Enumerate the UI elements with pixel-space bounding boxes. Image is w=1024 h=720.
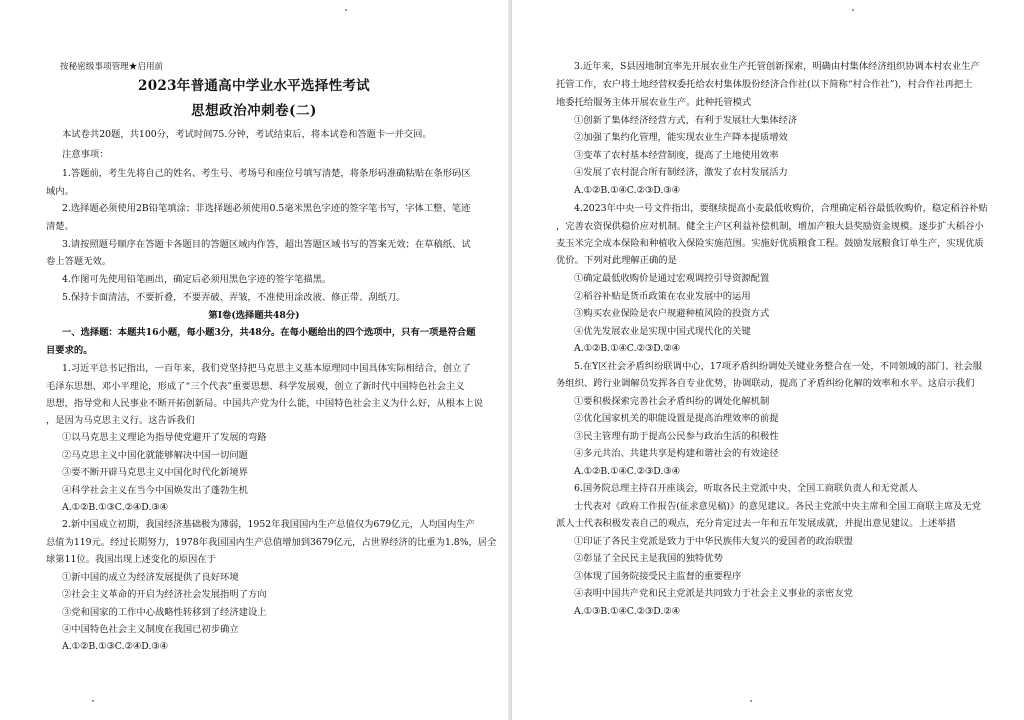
page-mark-dot (852, 9, 854, 11)
q6-option-1: ①印证了各民主党派是致力于中华民族伟大复兴的爱国者的政治联盟 (574, 536, 853, 547)
q3-stem-line3: 地委托给服务主体开展农业生产。此种托管模式 (556, 97, 752, 108)
q6-option-2: ②彰显了全民民主是我国的独特优势 (574, 553, 723, 564)
q3-option-2: ②加强了集约化管理，能实现农业生产降本提质增效 (574, 132, 788, 143)
q1-stem-line2: 毛泽东思想、邓小平理论，形成了“三个代表”重要思想、科学发展观，创立了新时代中国特色社会主义 (46, 381, 465, 392)
notice-1-line1: 1.答题前，考生先将自己的姓名、考生号、考场号和座位号填写清楚，将条形码准确粘贴在条形码区 (62, 168, 471, 179)
q6-stem-line2: 士代表对《政府工作报告(征求意见稿)》的意见建议。各民主党派中央主席和全国工商联主席及无党 (574, 501, 982, 512)
part1-instruction-line1: 一、选择题：本题共16小题，每小题3分，共48分。在每小题给出的四个选项中，只有一项是符合题 (62, 327, 476, 338)
q2-option-2: ②社会主义革命的开启为经济社会发展指明了方向 (62, 589, 267, 600)
notice-2-line2: 清楚。 (46, 221, 74, 232)
q1-answers: A.①②B.①③C.②④D.③④ (62, 502, 168, 513)
q6-answers: A.①③B.①④C.②③D.②④ (574, 606, 680, 617)
notice-3-line1: 3.请按照题号顺序在答题卡各题目的答题区域内作答，超出答题区域书写的答案无效；在草稿纸、试 (62, 239, 471, 250)
q6-stem-line1: 6.国务院总理主持召开座谈会，听取各民主党派中央、全国工商联负责人和无党派人 (574, 483, 918, 494)
exam-subtitle: 思想政治冲刺卷(二) (191, 103, 317, 119)
secrecy-note: 按秘密级事项管理★启用前 (60, 62, 164, 72)
notice-4: 4.作图可先使用铅笔画出，确定后必须用黑色字迹的签字笔描黑。 (62, 274, 332, 285)
q5-option-2: ②优化国家机关的职能设置是提高治理效率的前提 (574, 413, 779, 424)
q1-stem-line4: ，是因为马克思主义行。这告诉我们 (46, 415, 195, 426)
notice-5: 5.保持卡面清洁，不要折叠，不要弄破、弄皱，不准使用涂改液、修正带、刮纸刀。 (62, 292, 406, 303)
q1-option-3: ③要不断开辟马克思主义中国化时代化新境界 (62, 467, 248, 478)
q4-option-3: ③购买农业保险是农户规避种植风险的投资方式 (574, 308, 770, 319)
intro-text: 本试卷共20题，共100分，考试时间75.分钟，考试结束后，将本试卷和答题卡一并交回。 (62, 129, 432, 140)
q4-option-2: ②稻谷补贴是货币政策在农业发展中的运用 (574, 291, 751, 302)
exam-title: 2023年普通高中学业水平选择性考试 (138, 78, 370, 94)
q2-option-4: ④中国特色社会主义制度在我国已初步确立 (62, 624, 239, 635)
q5-stem-line2: 务组织、跨行业调解员发挥各自专业优势，协调联动，提高了矛盾纠纷化解的效率和水平。这启示我们 (556, 378, 975, 389)
q4-stem-line2: ，完善农资保供稳价应对机制。健全主产区利益补偿机制，增加产粮大县奖励资金规模。逐步扩大稻谷小 (556, 221, 984, 232)
page-mark-dot (92, 700, 94, 702)
q4-answers: A.①②B.①④C.②③D.②④ (574, 343, 680, 354)
q1-option-1: ①以马克思主义理论为指导使党避开了发展的弯路 (62, 432, 267, 443)
q3-stem-line2: 托管工作，农户将土地经营权委托给农村集体股份经济合作社(以下简称“村合作社”)，村合作社再把土 (556, 79, 973, 90)
q1-option-2: ②马克思主义中国化就能够解决中国一切问题 (62, 450, 248, 461)
q1-option-4: ④科学社会主义在当今中国焕发出了蓬勃生机 (62, 485, 248, 496)
notice-1-line2: 域内。 (46, 186, 74, 197)
q3-answers: A.①②B.①④C.②③D.③④ (574, 185, 680, 196)
q4-stem-line4: 优价。下列对此理解正确的是 (556, 255, 677, 266)
q2-answers: A.①②B.①③C.②④D.③④ (62, 641, 168, 652)
q4-option-4: ④优先发展农业是实现中国式现代化的关键 (574, 326, 751, 337)
q3-stem-line1: 3.近年来，S县因地制宜率先开展农业生产托管创新探索，明确由村集体经济组织协调本村农业生产 (574, 61, 980, 72)
part1-instruction-line2: 目要求的。 (46, 345, 93, 356)
q5-stem-line1: 5.在Y区社会矛盾纠纷联调中心，17项矛盾纠纷调处关键业务整合在一处，不同领域的部门、社会服 (574, 361, 983, 372)
q2-option-1: ①新中国的成立为经济发展提供了良好环境 (62, 572, 239, 583)
q4-stem-line3: 麦玉米完全成本保险和种植收入保险实施范围。实施好优质粮食工程。鼓励发展粮食订单生产，实现优质 (556, 238, 984, 249)
q6-stem-line3: 派人士代表积极发表自己的观点，充分肯定过去一年和五年发展成就，并提出意见建议。上述举措 (556, 518, 956, 529)
q2-stem-line3: 球第11位。我国出现上述变化的原因在于 (46, 554, 216, 565)
notice-3-line2: 卷上答题无效。 (46, 256, 112, 267)
q1-stem-line1: 1.习近平总书记指出，一百年来，我们党坚持把马克思主义基本原理同中国具体实际相结合，创立了 (62, 363, 471, 374)
q2-option-3: ③党和国家的工作中心战略性转移到了经济建设上 (62, 607, 267, 618)
q3-option-3: ③变革了农村基本经营制度，提高了土地使用效率 (574, 150, 779, 161)
notice-2-line1: 2.选择题必须使用2B铅笔填涂；非选择题必须使用0.5毫米黑色字迹的签字笔书写，字体工整、笔迹 (62, 203, 471, 214)
document-page-right (512, 0, 1024, 720)
q2-stem-line2: 总值为119元。经过长期努力，1978年我国国内生产总值增加到3679亿元，占世界经济的比重为1.8%，居全 (46, 537, 497, 548)
q5-option-1: ①要积极探索完善社会矛盾纠纷的调处化解机制 (574, 396, 770, 407)
q5-option-3: ③民主管理有助于提高公民参与政治生活的积极性 (574, 431, 779, 442)
q4-option-1: ①确定最低收购价是通过宏观调控引导资源配置 (574, 273, 770, 284)
notice-heading: 注意事项： (62, 149, 109, 160)
q6-option-4: ④表明中国共产党和民主党派是共同致力于社会主义事业的亲密友党 (574, 588, 853, 599)
q3-option-4: ④发展了农村混合所有制经济，激发了农村发展活力 (574, 167, 788, 178)
page-mark-dot (345, 9, 347, 11)
q5-answers: A.①②B.①④C.②③D.③④ (574, 466, 680, 477)
page-mark-dot (750, 700, 752, 702)
q4-stem-line1: 4.2023年中央一号文件指出，要继续提高小麦最低收购价，合理确定稻谷最低收购价，稳定稻谷补贴 (574, 203, 988, 214)
section-title: 第Ⅰ卷(选择题共48分) (208, 310, 300, 321)
q3-option-1: ①创新了集体经济经营方式，有利于发展壮大集体经济 (574, 115, 798, 126)
q6-option-3: ③体现了国务院接受民主监督的重要程序 (574, 571, 742, 582)
q5-option-4: ④多元共治、共建共享是构建和谐社会的有效途径 (574, 448, 779, 459)
q1-stem-line3: 思想，指导党和人民事业不断开拓创新局。中国共产党为什么能，中国特色社会主义为什么好，从根本上说 (46, 398, 483, 409)
q2-stem-line1: 2.新中国成立初期，我国经济基础极为薄弱，1952年我国国内生产总值仅为679亿元，人均国内生产 (62, 519, 475, 530)
document-page-left (0, 0, 508, 720)
